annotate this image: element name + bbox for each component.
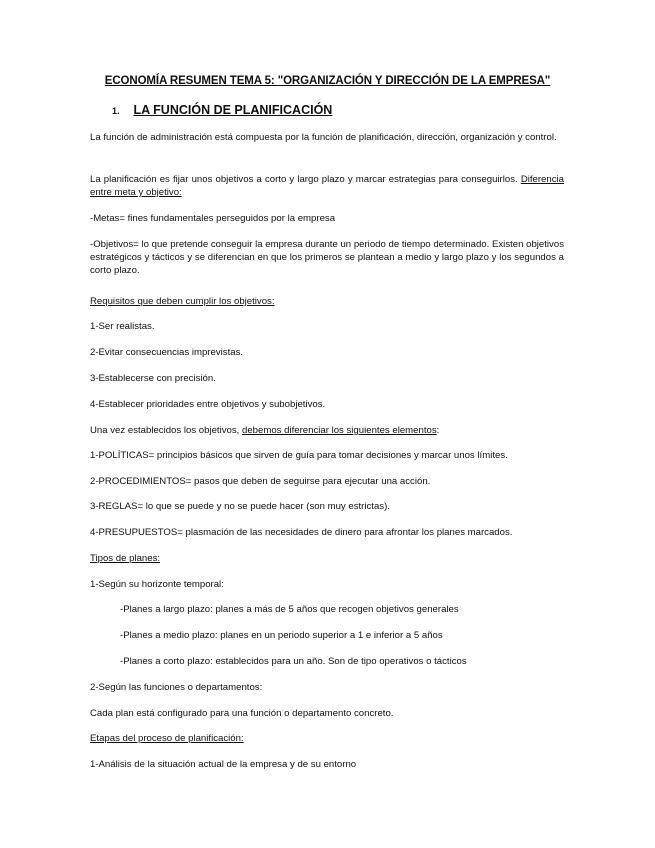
- planes-largo-plazo: -Planes a largo plazo: planes a más de 5 años que recogen objetivos generales: [120, 604, 459, 615]
- etapas-heading: Etapas del proceso de planificación:: [90, 733, 244, 744]
- paragraph-objetivos: -Objetivos= lo que pretende conseguir la empresa durante un periodo de tiempo determinado. Existen objetivos estratégicos y tácticos y se diferencian en que los primeros se plantean a medio y largo plazo y los segundos a corto plazo.: [90, 239, 564, 277]
- elemento-politicas: 1-POLÍTICAS= principios básicos que sirven de guía para tomar decisiones y marcar unos límites.: [90, 450, 508, 461]
- paragraph-funcion-administracion: La función de administración está compuesta por la función de planificación, dirección, organización y control.: [90, 132, 557, 143]
- tipo-horizonte-temporal: 1-Según su horizonte temporal:: [90, 579, 224, 590]
- elementos-intro-underlined: debemos diferenciar los siguientes elementos: [241, 425, 437, 436]
- elemento-presupuestos: 4-PRESUPUESTOS= plasmación de las necesidades de dinero para afrontar los planes marcados.: [90, 527, 513, 538]
- planes-corto-plazo: -Planes a corto plazo: establecidos para un año. Son de tipo operativos o tácticos: [120, 656, 467, 667]
- elemento-procedimientos: 2-PROCEDIMIENTOS= pasos que deben de seguirse para ejecutar una acción.: [90, 476, 431, 487]
- paragraph-planificacion: [90, 173, 564, 199]
- etapa-1: 1-Análisis de la situación actual de la empresa y de su entorno: [90, 759, 357, 770]
- requisito-4: 4-Establecer prioridades entre objetivos y subobjetivos.: [90, 399, 326, 410]
- requisitos-heading: Requisitos que deben cumplir los objetivos:: [90, 296, 275, 307]
- paragraph-elementos-intro: [90, 424, 564, 437]
- paragraph-metas: -Metas= fines fundamentales perseguidos por la empresa: [90, 213, 336, 224]
- requisito-2: 2-Evitar consecuencias imprevistas.: [90, 347, 244, 358]
- meta-objetivo-heading: Diferencia entre meta y objetivo:: [90, 174, 565, 199]
- paragraph-cada-plan: Cada plan está configurado para una función o departamento concreto.: [90, 708, 394, 719]
- document-title: ECONOMÍA RESUMEN TEMA 5: "ORGANIZACIÓN Y DIRECCIÓN DE LA EMPRESA": [104, 75, 551, 87]
- requisito-1: 1-Ser realistas.: [90, 321, 155, 332]
- elementos-intro-colon: :: [436, 425, 440, 436]
- requisito-3: 3-Establecerse con precisión.: [90, 373, 216, 384]
- section-heading: [112, 103, 332, 117]
- section-title: LA FUNCIÓN DE PLANIFICACIÓN: [133, 103, 333, 117]
- tipo-funciones-departamentos: 2-Según las funciones o departamentos:: [90, 682, 263, 693]
- planes-medio-plazo: -Planes a medio plazo: planes en un periodo superior a 1 e inferior a 5 años: [120, 630, 443, 641]
- elementos-intro-text: Una vez establecidos los objetivos,: [90, 425, 242, 436]
- tipos-planes-heading: Tipos de planes:: [90, 553, 161, 564]
- section-number: 1.: [112, 106, 120, 116]
- planificacion-text: La planificación es fijar unos objetivos a corto y largo plazo y marcar estrategias para conseguirlos.: [90, 174, 518, 185]
- elemento-reglas: 3-REGLAS= lo que se puede y no se puede hacer (son muy estrictas).: [90, 501, 390, 512]
